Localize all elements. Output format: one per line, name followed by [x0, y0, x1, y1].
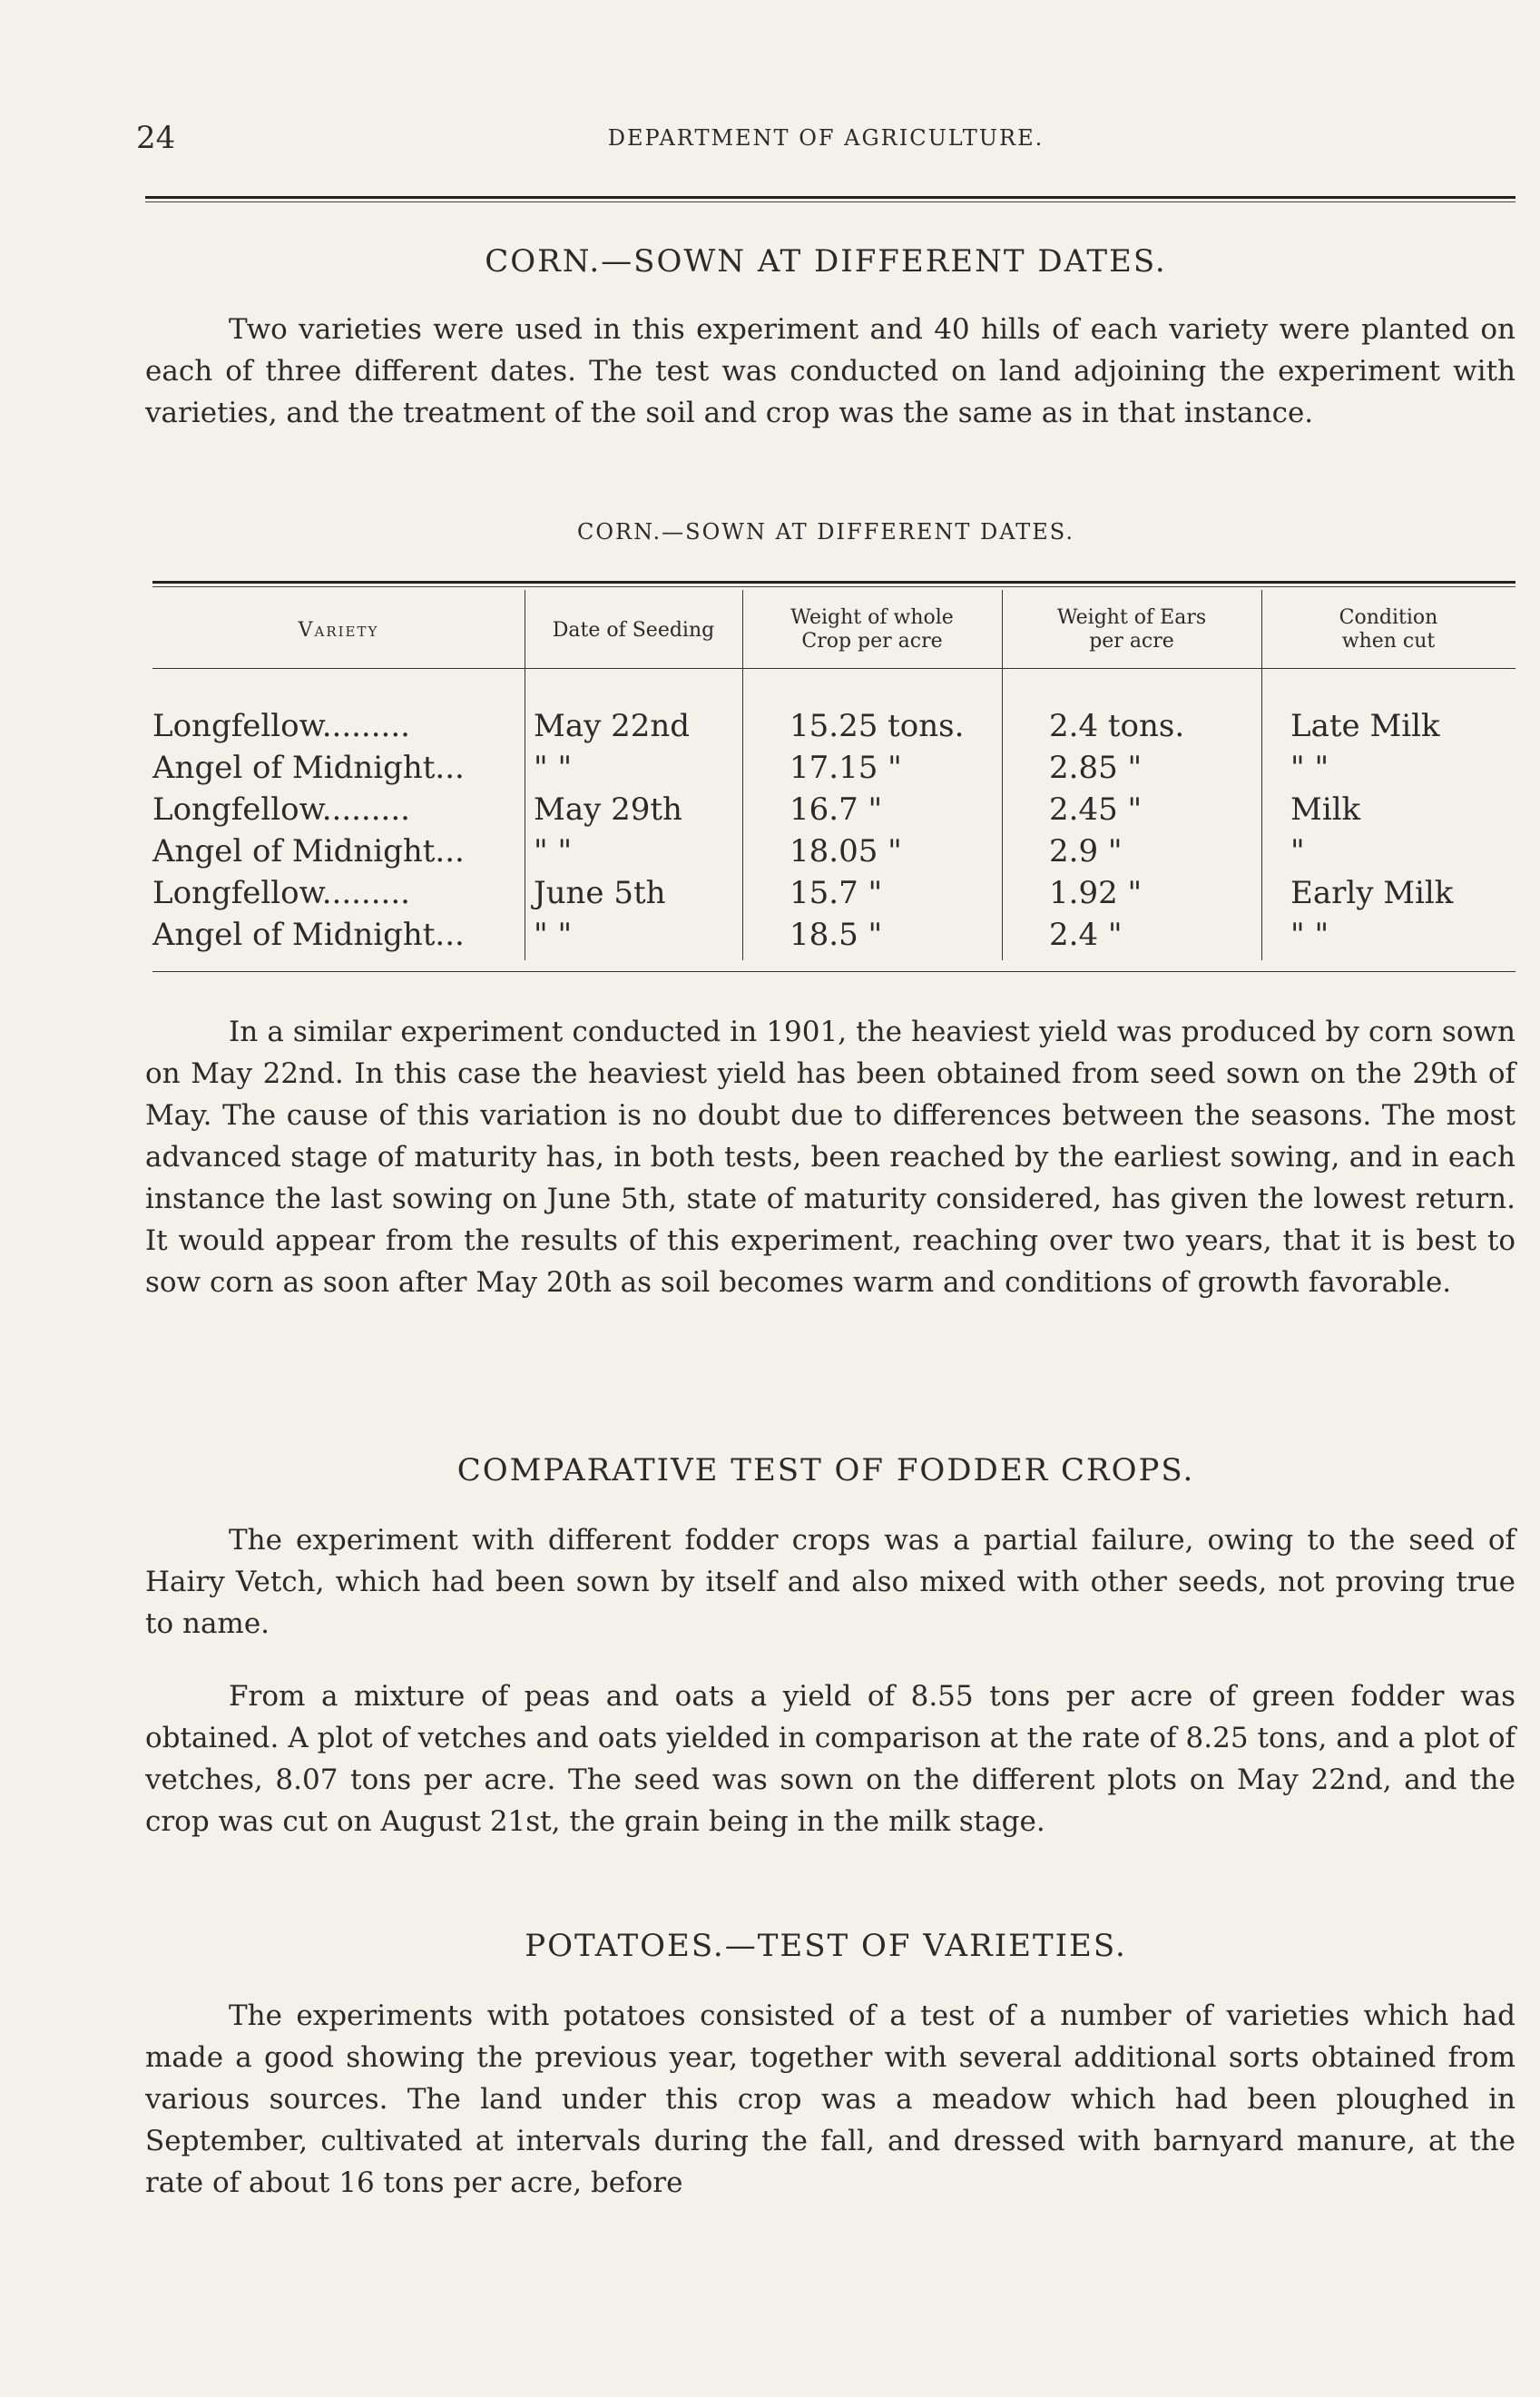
cell-date: May 29th [534, 791, 682, 828]
column-header-date: Date of Seeding [552, 619, 715, 642]
cell-ears-weight: 2.85 " [1049, 750, 1143, 786]
table-row [152, 750, 1515, 791]
cell-variety: Longfellow......... [152, 791, 410, 828]
cell-crop-weight: 18.5 " [790, 917, 883, 953]
table-row [152, 917, 1515, 958]
cell-crop-weight: 15.7 " [790, 875, 883, 911]
page-number: 24 [136, 120, 176, 156]
paragraph-text: From a mixture of peas and oats a yield of 8.55 tons per acre of green fodder was obtained. A plot of vetches and oats yielded in comparison at the rate of 8.25 tons, and a plot of vetches, 8.07 tons per acre. The seed was sown on the different plots on May 22nd, and the crop was cut on August 21st, the grain being in the milk stage. [145, 1680, 1515, 1838]
column-header-condition [1261, 606, 1515, 653]
cell-ears-weight: 2.45 " [1049, 791, 1143, 828]
paragraph-text: The experiments with potatoes consisted of a test of a number of varieties which had made a good showing the previous year, together with several additional sorts obtained from various sources. The land under this crop was a meadow which had been ploughed in September, cultivated at intervals during the fall, and dressed with barnyard manure, at the rate of about 16 tons per acre, before [145, 1999, 1515, 2199]
paragraph-text: Two varieties were used in this experiment and 40 hills of each variety were planted on each of three different dates. The test was conducted on land adjoining the experiment with varieties, and the treatment of the soil and crop was the same as in that instance. [145, 313, 1515, 429]
table-row [152, 833, 1515, 875]
paragraph-text: The experiment with different fodder crops was a partial failure, owing to the seed of Hairy Vetch, which had been sown by itself and also mixed with other seeds, not proving true to name. [145, 1524, 1515, 1640]
cell-crop-weight: 17.15 " [790, 750, 902, 786]
table-row [152, 708, 1515, 750]
cell-ears-weight: 2.4 tons. [1049, 708, 1185, 744]
cell-condition: " [1290, 833, 1305, 869]
cell-date: May 22nd [534, 708, 691, 744]
header-line: Crop per acre [801, 630, 943, 653]
column-header-variety: Variety [298, 619, 379, 642]
section-heading-corn: CORN.—SOWN AT DIFFERENT DATES. [485, 243, 1167, 280]
cell-variety: Angel of Midnight... [152, 917, 465, 953]
paragraph-corn-intro [145, 309, 1515, 434]
cell-variety: Angel of Midnight... [152, 750, 465, 786]
paragraph-fodder-2 [145, 1675, 1515, 1842]
header-line: per acre [1089, 630, 1174, 653]
running-header [136, 120, 1515, 156]
table-row [152, 791, 1515, 833]
column-header-crop-weight [742, 606, 1002, 653]
paragraph-potatoes-1 [145, 1995, 1515, 2204]
cell-condition: " " [1290, 917, 1329, 953]
cell-condition: Milk [1290, 791, 1361, 828]
section-heading-fodder: COMPARATIVE TEST OF FODDER CROPS. [456, 1452, 1195, 1488]
column-header-ears-weight [1002, 606, 1261, 653]
table-caption: CORN.—SOWN AT DIFFERENT DATES. [576, 519, 1075, 545]
cell-variety: Longfellow......... [152, 708, 410, 744]
section-heading-potatoes: POTATOES.—TEST OF VARIETIES. [525, 1928, 1127, 1964]
cell-ears-weight: 1.92 " [1049, 875, 1143, 911]
cell-date: " " [534, 917, 573, 953]
header-line: Weight of whole [790, 606, 954, 629]
department-title: DEPARTMENT OF AGRICULTURE. [607, 125, 1045, 151]
cell-condition: Late Milk [1290, 708, 1440, 744]
cell-ears-weight: 2.4 " [1049, 917, 1123, 953]
table-top-rule-thin [152, 586, 1515, 587]
table-row [152, 875, 1515, 917]
cell-condition: Early Milk [1290, 875, 1454, 911]
header-line: Weight of Ears [1056, 606, 1207, 629]
cell-ears-weight: 2.9 " [1049, 833, 1123, 869]
table-top-rule [152, 581, 1515, 584]
cell-condition: " " [1290, 750, 1329, 786]
paragraph-text: In a similar experiment conducted in 1901, the heaviest yield was produced by corn sown on May 22nd. In this case the heaviest yield has been obtained from seed sown on the 29th of May. The cause of this variation is no doubt due to differences between the seasons. The most advanced stage of maturity has, in both tests, been reached by the earliest sowing, and in each instance the last sowing on June 5th, state of maturity considered, has given the lowest return. It would appear from the results of this experiment, reaching over two years, that it is best to sow corn as soon after May 20th as soil becomes warm and conditions of growth favorable. [145, 1016, 1515, 1299]
cell-date: June 5th [534, 875, 666, 911]
cell-crop-weight: 15.25 tons. [790, 708, 965, 744]
cell-date: " " [534, 833, 573, 869]
header-rule-thin [145, 201, 1515, 202]
header-rule [145, 196, 1515, 199]
cell-crop-weight: 18.05 " [790, 833, 902, 869]
cell-crop-weight: 16.7 " [790, 791, 883, 828]
cell-variety: Longfellow......... [152, 875, 410, 911]
table-bottom-rule [152, 971, 1515, 972]
cell-date: " " [534, 750, 573, 786]
cell-variety: Angel of Midnight... [152, 833, 465, 869]
header-line: Condition [1339, 606, 1438, 629]
header-line: when cut [1341, 630, 1436, 653]
table-header-rule [152, 668, 1515, 669]
paragraph-fodder-1 [145, 1519, 1515, 1645]
paragraph-corn-discussion [145, 1011, 1515, 1303]
